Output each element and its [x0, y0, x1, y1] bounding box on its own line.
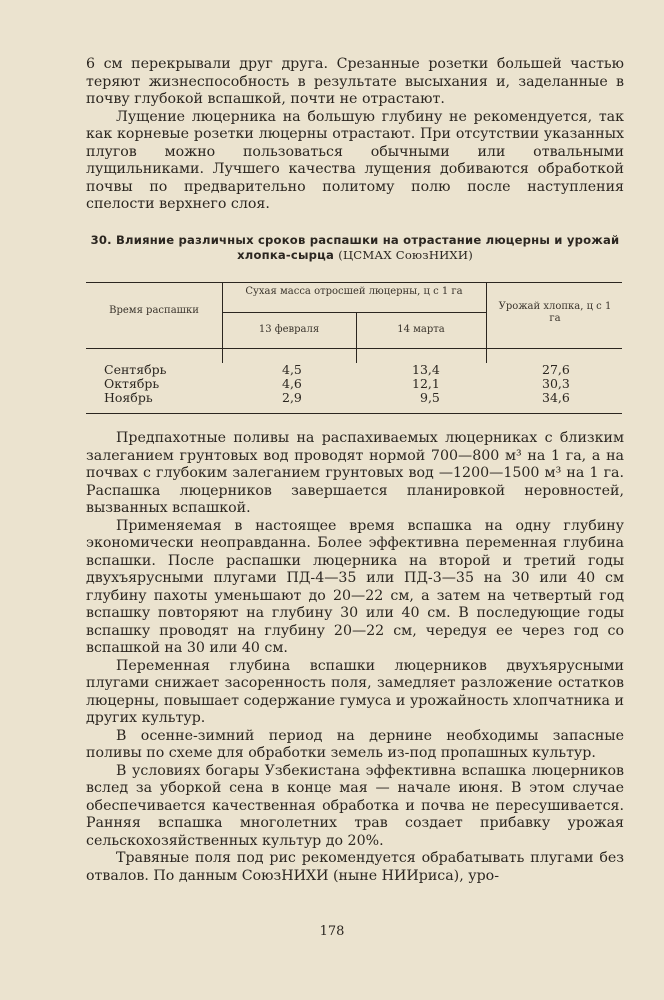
page-number: 178 — [319, 924, 345, 939]
cell-mar: 13,4 — [412, 362, 440, 377]
cell-mar: 12,1 — [412, 376, 440, 391]
cell-feb: 2,9 — [282, 390, 302, 405]
table-caption-title: 30. Влияние различных сроков распашки на отрастание люцерны и урожай хлопка-сырца — [90, 233, 620, 262]
paragraph: Применяемая в настоящее время вспашка на одну глубину экономически неоправданна. Более эффективна переменная глубина вспашки. После распашки люцерника на второй и третий годы двухъярусными плугами ПД-4—35 или ПД-3—35 на 30 или 40 см глубину пахоты уменьшают до 20—22 см, а затем на четвертый год вспашку повторяют на глубину 30 или 40 см. В последующие годы вспашку проводят на глубину 20—22 см, чередуя ее через год со вспашкой на 30 или 40 см. — [86, 517, 624, 656]
paragraph: Предпахотные поливы на распахиваемых люцерниках с близким залеганием грунтовых вод проводят нормой 700—800 м³ на 1 га, а на почвах с глубоким залеганием грунтовых вод —1200—1500 м³ на 1 га. Распашка люцерников завершается планировкой неровностей, вызванных вспашкой. — [86, 430, 624, 516]
cell-yield: 30,3 — [542, 376, 570, 391]
row-month: Ноябрь — [104, 390, 153, 405]
table-caption — [86, 233, 624, 263]
cell-mar: 9,5 — [420, 390, 440, 405]
paragraph: 6 см перекрывали друг друга. Срезанные розетки большей частью теряют жизнеспособность в результате высыхания и, заделанные в почву глубокой вспашкой, почти не отрастают. — [86, 56, 624, 107]
cell-yield: 27,6 — [542, 362, 570, 377]
column-header-feb: 13 февраля — [258, 324, 320, 335]
paragraph: В осенне-зимний период на дернине необходимы запасные поливы по схеме для обработки земель из-под пропашных культур. — [86, 727, 624, 761]
data-table — [86, 282, 622, 414]
body-text — [86, 430, 624, 885]
column-header-mass: Сухая масса отросшей люцерны, ц с 1 га — [245, 286, 463, 297]
paragraph: Переменная глубина вспашки люцерников двухъярусными плугами снижает засоренность поля, замедляет разложение остатков люцерны, повышает содержание гумуса и урожайность хлопчатника и других культур. — [86, 657, 624, 726]
column-header-time: Время распашки — [109, 305, 199, 316]
intro-text — [86, 56, 624, 214]
paragraph: Травяные поля под рис рекомендуется обрабатывать плугами без отвалов. По данным СоюзНИХИ (ныне НИИриса), уро- — [86, 850, 624, 884]
paragraph: В условиях богары Узбекистана эффективна вспашка люцерников вслед за уборкой сена в конце мая — начале июня. В этом случае обеспечивается качественная обработка и почва не пересушивается. Ранняя вспашка многолетних трав создает прибавку урожая сельскохозяйственных культур до 20%. — [86, 762, 624, 849]
cell-yield: 34,6 — [542, 390, 570, 405]
row-month: Сентябрь — [104, 362, 167, 377]
cell-feb: 4,6 — [282, 376, 302, 391]
paragraph: Лущение люцерника на большую глубину не рекомендуется, так как корневые розетки люцерны отрастают. При отсутствии указанных плугов можно пользоваться обычными или отвальными лущильниками. Лучшего качества лущения добиваются обработкой почвы по предварительно политому полю после наступления спелости верхнего слоя. — [86, 108, 624, 212]
row-month: Октябрь — [104, 376, 160, 391]
column-header-yield: Урожай хлопка, ц с 1 га — [498, 301, 612, 324]
cell-feb: 4,5 — [282, 362, 302, 377]
table-caption-source: (ЦСМАХ СоюзНИХИ) — [338, 248, 473, 262]
column-header-mar: 14 марта — [397, 324, 445, 335]
